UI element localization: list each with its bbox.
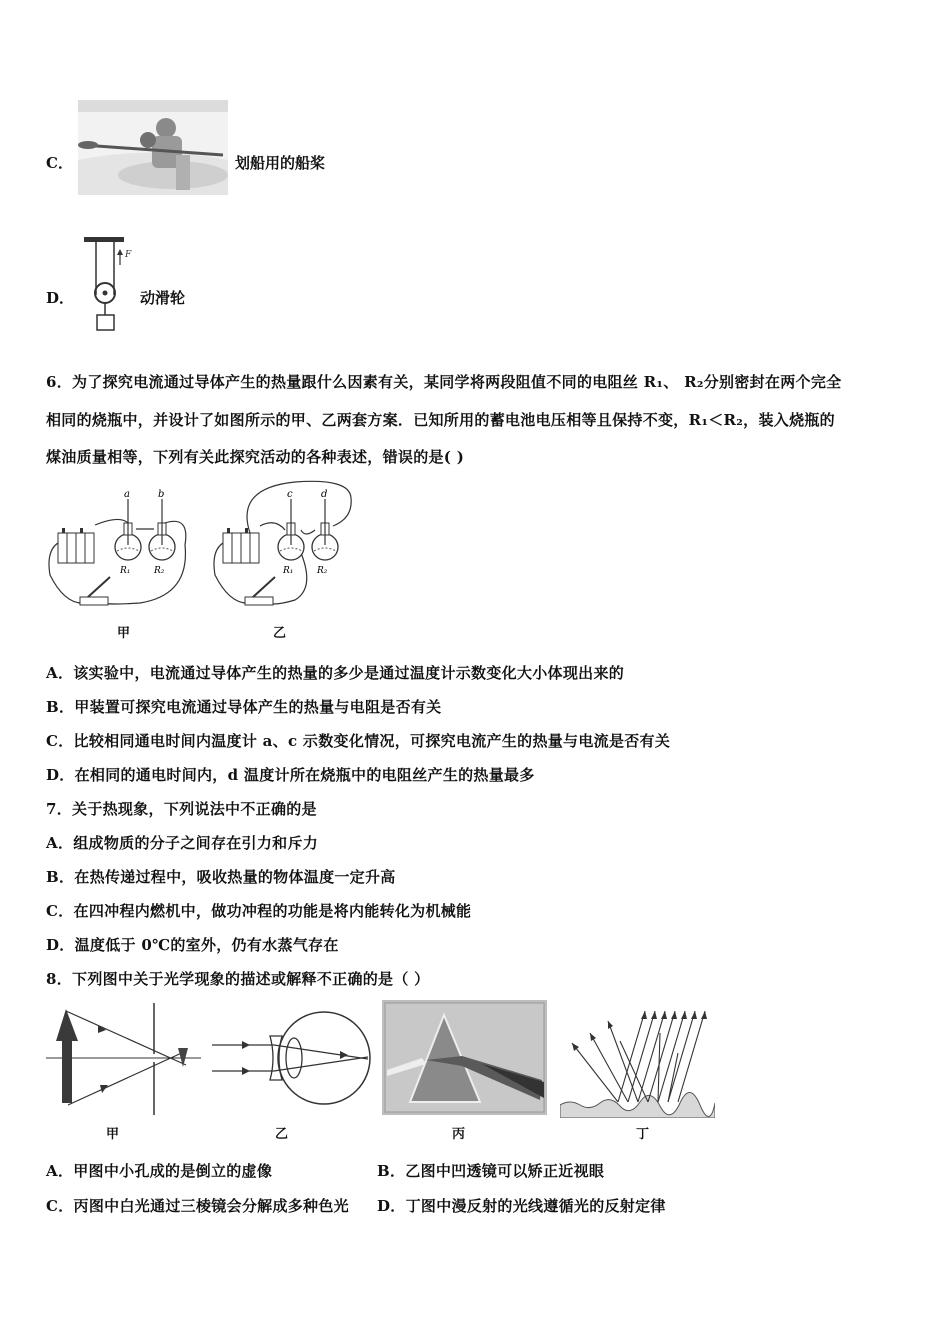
q8-caption-bing: 丙: [452, 1127, 466, 1142]
resistor-r1-label-yi: R₁: [283, 566, 294, 576]
circuit-jia: [40, 485, 200, 615]
resistor-r2-label-yi: R₂: [317, 566, 328, 576]
resistor-r2-label: R₂: [154, 566, 165, 576]
q8-stem: 8．下列图中关于光学现象的描述或解释不正确的是（ ）: [46, 970, 430, 988]
thermometer-d-label: d: [321, 489, 328, 500]
svg-text:F: F: [125, 250, 132, 260]
q6-option-b: B．甲装置可探究电流通过导体产生的热量与电阻是否有关: [46, 698, 442, 716]
circuit-jia-caption: 甲: [117, 626, 131, 641]
q8-option-d: D．丁图中漫反射的光线遵循光的反射定律: [377, 1197, 666, 1215]
q8-option-a: A．甲图中小孔成的是倒立的虚像: [46, 1162, 273, 1180]
pinhole-figure: [46, 1003, 206, 1118]
q6-option-a: A．该实验中，电流通过导体产生的热量的多少是通过温度计示数变化大小体现出来的: [46, 664, 625, 682]
flask-r2-yi: [312, 499, 338, 560]
q6-stem-line-3: 煤油质量相等，下列有关此探究活动的各种表述，错误的是( ): [46, 448, 465, 466]
q5-option-c-letter: C．: [46, 154, 73, 172]
q7-option-b: B．在热传递过程中，吸收热量的物体温度一定升高: [46, 868, 396, 886]
q5-option-d-text: 动滑轮: [140, 289, 186, 307]
flask-r1-yi: [278, 499, 304, 560]
q7-stem: 7．关于热现象，下列说法中不正确的是: [46, 800, 317, 818]
thermometer-a-label: a: [124, 489, 130, 500]
battery-yi: [223, 528, 259, 563]
q6-option-c: C．比较相同通电时间内温度计 a、c 示数变化情况，可探究电流产生的热量与电流是否有关: [46, 732, 671, 750]
battery-jia: [58, 528, 94, 563]
q6-option-d: D．在相同的通电时间内，d 温度计所在烧瓶中的电阻丝产生的热量最多: [46, 766, 535, 784]
concave-lens-eye-figure: [212, 1003, 372, 1118]
q8-option-c: C．丙图中白光通过三棱镜会分解成多种色光: [46, 1197, 349, 1215]
switch-yi: [245, 577, 275, 605]
q8-caption-yi: 乙: [275, 1127, 289, 1142]
rowing-photo: [78, 100, 228, 195]
prism-figure: [382, 1000, 547, 1115]
q5-option-d-letter: D．: [46, 289, 75, 307]
q8-caption-jia: 甲: [106, 1127, 120, 1142]
diffuse-reflection-figure: [560, 1003, 715, 1118]
q6-stem-line-1: 6．为了探究电流通过导体产生的热量跟什么因素有关，某同学将两段阻值不同的电阻丝 R₁、 R₂分别密封在两个完全: [46, 373, 842, 391]
movable-pulley-figure: [80, 235, 140, 335]
q6-stem-line-2: 相同的烧瓶中，并设计了如图所示的甲、乙两套方案．已知所用的蓄电池电压相等且保持不变，R₁＜R₂，装入烧瓶的: [46, 411, 835, 429]
circuit-yi-caption: 乙: [273, 626, 287, 641]
thermometer-b-label: b: [158, 489, 165, 500]
switch-jia: [80, 577, 110, 605]
resistor-r1-label: R₁: [120, 566, 131, 576]
thermometer-c-label: c: [287, 489, 293, 500]
q8-caption-ding: 丁: [636, 1127, 650, 1142]
q7-option-c: C．在四冲程内燃机中，做功冲程的功能是将内能转化为机械能: [46, 902, 472, 920]
q8-option-b: B．乙图中凹透镜可以矫正近视眼: [377, 1162, 605, 1180]
circuit-yi: [205, 478, 365, 615]
q7-option-a: A．组成物质的分子之间存在引力和斥力: [46, 834, 319, 852]
q7-option-d: D．温度低于 0℃的室外，仍有水蒸气存在: [46, 936, 339, 954]
q5-option-c-text: 划船用的船桨: [235, 154, 326, 172]
